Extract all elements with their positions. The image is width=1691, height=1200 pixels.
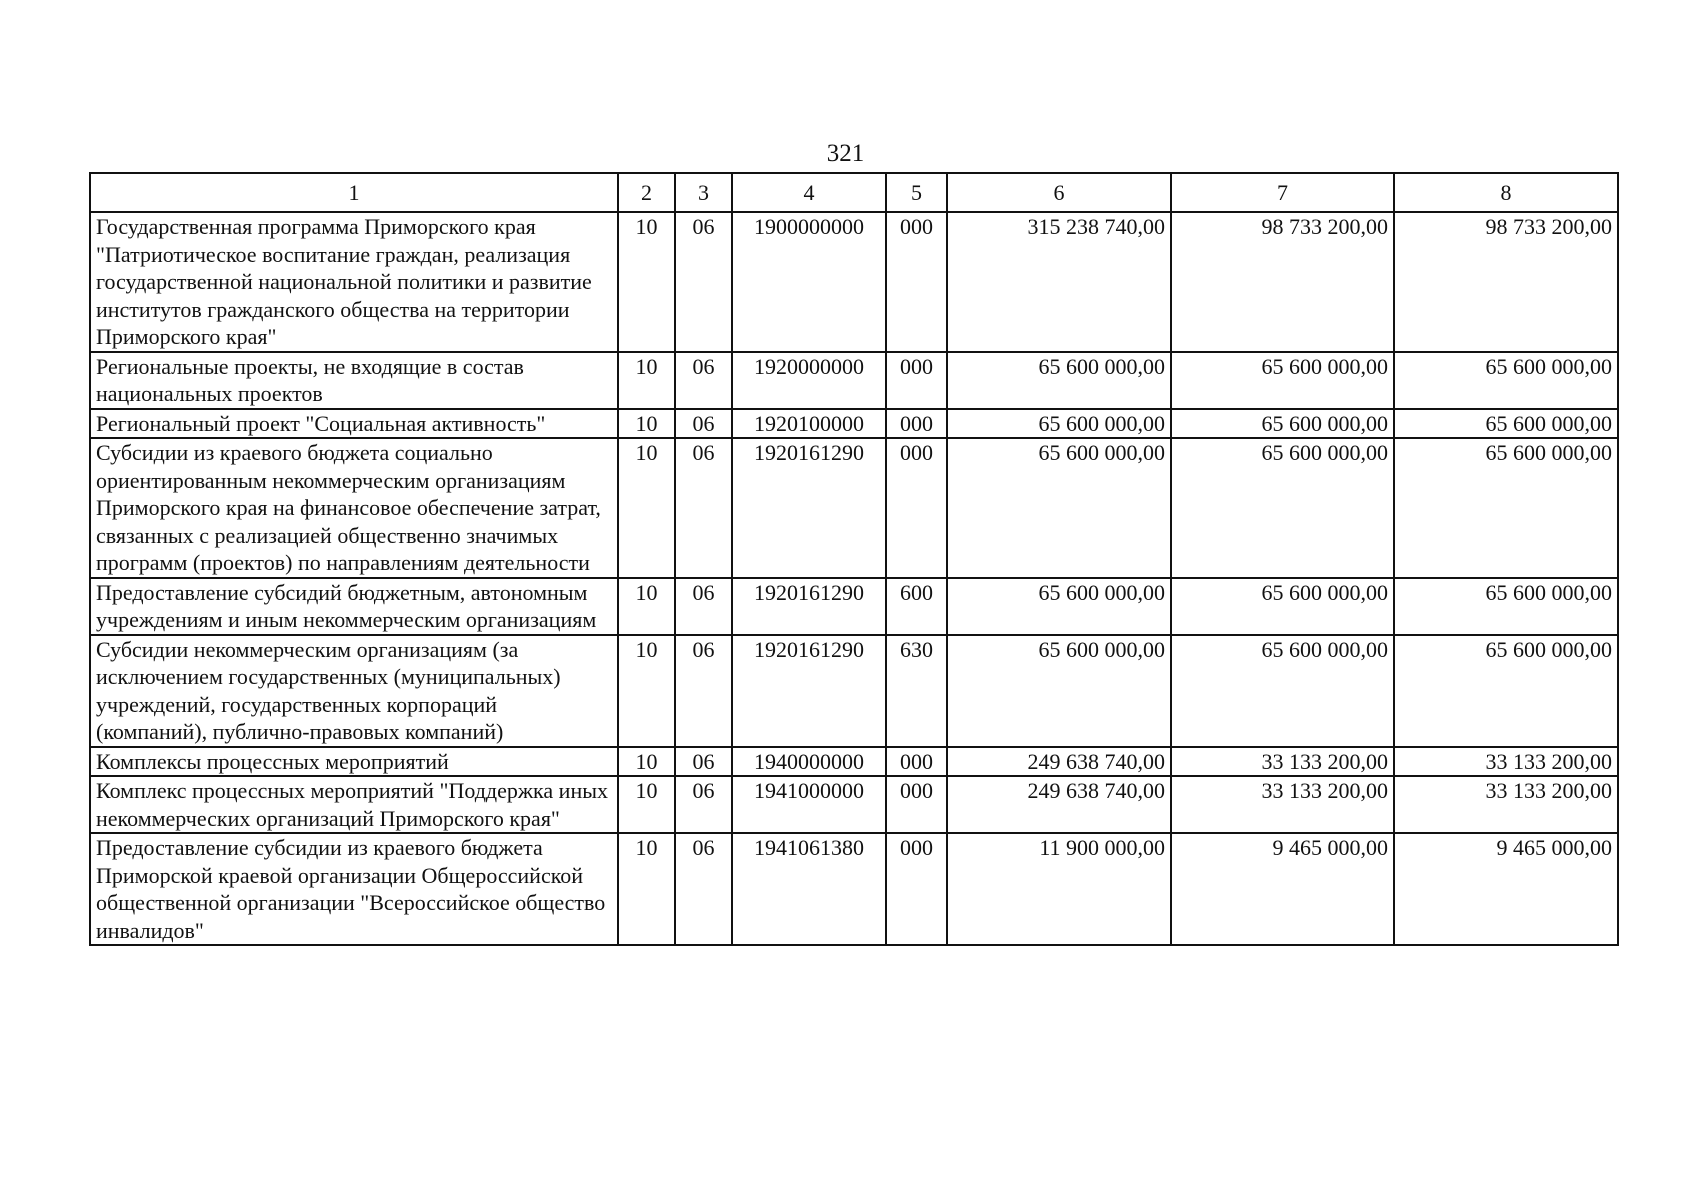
row-name: Комплекс процессных мероприятий "Поддержка иных некоммерческих организаций Приморского края" bbox=[90, 776, 618, 833]
column-header: 8 bbox=[1394, 173, 1618, 212]
subsection-code: 06 bbox=[675, 833, 732, 945]
column-header: 7 bbox=[1171, 173, 1394, 212]
header-row bbox=[90, 173, 1618, 212]
amount-col-8: 65 600 000,00 bbox=[1394, 635, 1618, 747]
row-name: Субсидии из краевого бюджета социально ориентированным некоммерческим организациям Приморского края на финансовое обеспечение затрат, связанных с реализацией общественно значимых программ (проектов) по направлениям деятельности bbox=[90, 438, 618, 578]
expense-type-code: 000 bbox=[886, 438, 947, 578]
table-row bbox=[90, 212, 1618, 352]
subsection-code: 06 bbox=[675, 438, 732, 578]
column-header: 2 bbox=[618, 173, 675, 212]
table-row bbox=[90, 776, 1618, 833]
row-name: Региональные проекты, не входящие в состав национальных проектов bbox=[90, 352, 618, 409]
amount-col-6: 65 600 000,00 bbox=[947, 635, 1171, 747]
section-code: 10 bbox=[618, 212, 675, 352]
table-row bbox=[90, 833, 1618, 945]
amount-col-7: 65 600 000,00 bbox=[1171, 352, 1394, 409]
amount-col-6: 249 638 740,00 bbox=[947, 776, 1171, 833]
expense-type-code: 630 bbox=[886, 635, 947, 747]
section-code: 10 bbox=[618, 352, 675, 409]
amount-col-7: 33 133 200,00 bbox=[1171, 776, 1394, 833]
subsection-code: 06 bbox=[675, 776, 732, 833]
target-article-code: 1920161290 bbox=[732, 438, 886, 578]
subsection-code: 06 bbox=[675, 352, 732, 409]
amount-col-7: 98 733 200,00 bbox=[1171, 212, 1394, 352]
expense-type-code: 000 bbox=[886, 212, 947, 352]
amount-col-7: 65 600 000,00 bbox=[1171, 635, 1394, 747]
amount-col-8: 65 600 000,00 bbox=[1394, 409, 1618, 439]
amount-col-8: 33 133 200,00 bbox=[1394, 747, 1618, 777]
target-article-code: 1941000000 bbox=[732, 776, 886, 833]
amount-col-8: 65 600 000,00 bbox=[1394, 438, 1618, 578]
section-code: 10 bbox=[618, 438, 675, 578]
table-row bbox=[90, 438, 1618, 578]
subsection-code: 06 bbox=[675, 212, 732, 352]
amount-col-6: 65 600 000,00 bbox=[947, 409, 1171, 439]
row-name: Комплексы процессных мероприятий bbox=[90, 747, 618, 777]
amount-col-8: 65 600 000,00 bbox=[1394, 578, 1618, 635]
amount-col-6: 65 600 000,00 bbox=[947, 578, 1171, 635]
amount-col-8: 9 465 000,00 bbox=[1394, 833, 1618, 945]
budget-table bbox=[89, 172, 1619, 946]
target-article-code: 1920100000 bbox=[732, 409, 886, 439]
amount-col-7: 65 600 000,00 bbox=[1171, 409, 1394, 439]
page-number: 321 bbox=[826, 140, 865, 167]
amount-col-6: 315 238 740,00 bbox=[947, 212, 1171, 352]
target-article-code: 1920161290 bbox=[732, 635, 886, 747]
row-name: Предоставление субсидий бюджетным, автономным учреждениям и иным некоммерческим организациям bbox=[90, 578, 618, 635]
section-code: 10 bbox=[618, 776, 675, 833]
subsection-code: 06 bbox=[675, 409, 732, 439]
amount-col-8: 98 733 200,00 bbox=[1394, 212, 1618, 352]
table-row bbox=[90, 578, 1618, 635]
section-code: 10 bbox=[618, 578, 675, 635]
amount-col-6: 249 638 740,00 bbox=[947, 747, 1171, 777]
column-header: 1 bbox=[90, 173, 618, 212]
amount-col-7: 9 465 000,00 bbox=[1171, 833, 1394, 945]
subsection-code: 06 bbox=[675, 578, 732, 635]
expense-type-code: 000 bbox=[886, 833, 947, 945]
amount-col-6: 65 600 000,00 bbox=[947, 352, 1171, 409]
section-code: 10 bbox=[618, 833, 675, 945]
row-name: Предоставление субсидии из краевого бюджета Приморской краевой организации Общероссийской общественной организации "Всероссийское общество инвалидов" bbox=[90, 833, 618, 945]
column-header: 3 bbox=[675, 173, 732, 212]
row-name: Региональный проект "Социальная активность" bbox=[90, 409, 618, 439]
amount-col-7: 65 600 000,00 bbox=[1171, 578, 1394, 635]
expense-type-code: 000 bbox=[886, 409, 947, 439]
table-row bbox=[90, 635, 1618, 747]
target-article-code: 1941061380 bbox=[732, 833, 886, 945]
subsection-code: 06 bbox=[675, 635, 732, 747]
amount-col-8: 33 133 200,00 bbox=[1394, 776, 1618, 833]
expense-type-code: 000 bbox=[886, 776, 947, 833]
column-header: 5 bbox=[886, 173, 947, 212]
expense-type-code: 000 bbox=[886, 352, 947, 409]
target-article-code: 1920000000 bbox=[732, 352, 886, 409]
amount-col-7: 65 600 000,00 bbox=[1171, 438, 1394, 578]
column-header: 4 bbox=[732, 173, 886, 212]
target-article-code: 1940000000 bbox=[732, 747, 886, 777]
table-row bbox=[90, 352, 1618, 409]
table-row bbox=[90, 409, 1618, 439]
amount-col-6: 65 600 000,00 bbox=[947, 438, 1171, 578]
row-name: Субсидии некоммерческим организациям (за исключением государственных (муниципальных) учреждений, государственных корпораций (компаний), публично-правовых компаний) bbox=[90, 635, 618, 747]
amount-col-7: 33 133 200,00 bbox=[1171, 747, 1394, 777]
target-article-code: 1900000000 bbox=[732, 212, 886, 352]
expense-type-code: 600 bbox=[886, 578, 947, 635]
amount-col-8: 65 600 000,00 bbox=[1394, 352, 1618, 409]
row-name: Государственная программа Приморского края "Патриотическое воспитание граждан, реализация государственной национальной политики и развитие институтов гражданского общества на территории Приморского края" bbox=[90, 212, 618, 352]
column-header: 6 bbox=[947, 173, 1171, 212]
target-article-code: 1920161290 bbox=[732, 578, 886, 635]
subsection-code: 06 bbox=[675, 747, 732, 777]
section-code: 10 bbox=[618, 747, 675, 777]
table-row bbox=[90, 747, 1618, 777]
amount-col-6: 11 900 000,00 bbox=[947, 833, 1171, 945]
section-code: 10 bbox=[618, 409, 675, 439]
section-code: 10 bbox=[618, 635, 675, 747]
expense-type-code: 000 bbox=[886, 747, 947, 777]
